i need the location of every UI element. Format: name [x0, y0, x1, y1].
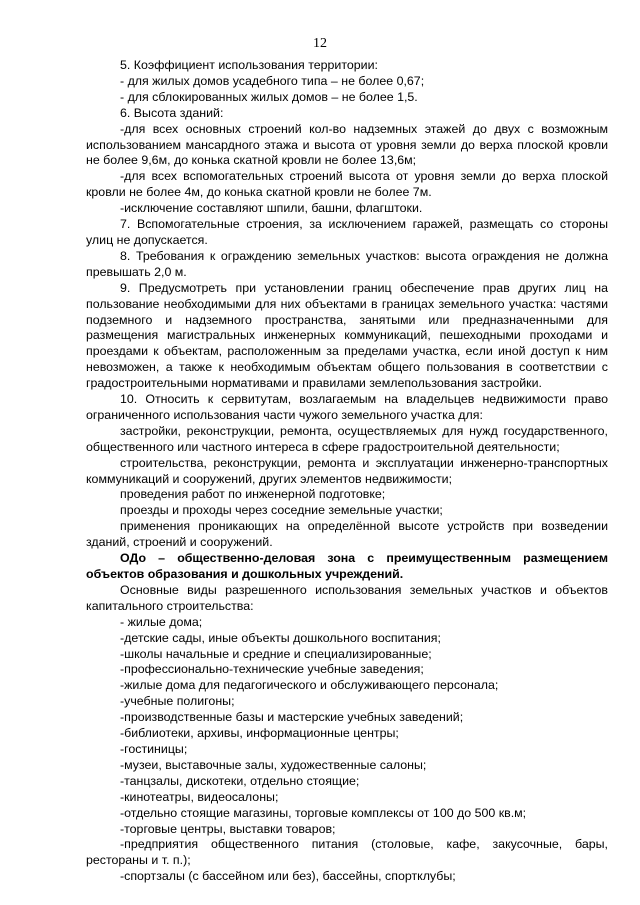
paragraph: -гостиницы;: [120, 741, 188, 756]
paragraph: - для жилых домов усадебного типа – не более 0,67;: [120, 73, 425, 88]
paragraph: -учебные полигоны;: [120, 694, 235, 709]
paragraph: применения проникающих на определённой высоте устройств при возведении зданий, строений и сооружений.: [86, 519, 608, 550]
paragraph: 5. Коэффициент использования территории:: [120, 58, 378, 72]
paragraph: -библиотеки, архивы, информационные центры;: [120, 726, 399, 741]
paragraph: проезды и проходы через соседние земельные участки;: [120, 503, 443, 518]
paragraph: -жилые дома для педагогического и обслуживающего персонала;: [120, 678, 499, 693]
paragraph: -кинотеатры, видеосалоны;: [120, 789, 279, 804]
paragraph: Основные виды разрешенного использования земельных участков и объектов капитального строительства:: [86, 582, 608, 613]
paragraph: -отдельно стоящие магазины, торговые комплексы от 100 до 500 кв.м;: [120, 805, 527, 820]
paragraph: 10. Относить к сервитутам, возлагаемым на владельцев недвижимости право ограниченного использования части чужого земельного участка для:: [86, 392, 608, 422]
paragraph: - для сблокированных жилых домов – не более 1,5.: [120, 89, 418, 104]
paragraph: -производственные базы и мастерские учебных заведений;: [120, 710, 464, 725]
paragraph: -для всех основных строений кол-во надземных этажей до двух с возможным использованием мансардного этажа и высота от уровня земли до верха плоской кровли не более 9,6м, до конька скатной кровли не более 13,6м;: [86, 121, 608, 168]
paragraph: строительства, реконструкции, ремонта и эксплуатации инженерно-транспортных коммуникаций и сооружений, других элементов недвижимости;: [86, 455, 608, 486]
paragraph: 7. Вспомогательные строения, за исключением гаражей, размещать со стороны улиц не допускается.: [86, 217, 608, 247]
paragraph: - жилые дома;: [120, 614, 203, 629]
paragraph: -исключение составляют шпили, башни, флагштоки.: [120, 201, 423, 216]
paragraph: -для всех вспомогательных строений высота от уровня земли до верха плоской кровли не более 4м, до конька скатной кровли не более 7м.: [86, 169, 608, 200]
paragraph: -музеи, выставочные залы, художественные салоны;: [120, 757, 427, 772]
page-number: 12: [313, 36, 327, 51]
section-heading: ОДо – общественно-деловая зона с преимущественным размещением объектов образования и дошкольных учреждений.: [86, 551, 608, 581]
paragraph: -спортзалы (с бассейном или без), бассейны, спортклубы;: [120, 869, 456, 884]
document-body: [86, 58, 608, 885]
paragraph: -профессионально-технические учебные заведения;: [120, 662, 424, 677]
paragraph: -предприятия общественного питания (столовые, кафе, закусочные, бары, рестораны и т. п.);: [86, 837, 608, 868]
paragraph: 9. Предусмотреть при установлении границ обеспечение прав других лиц на пользование необходимыми для них объектами в границах земельного участка: частями подземного и надземного пространства, занятыми или предназначенными для размещения магистральных инженерных коммуникаций, пешеходными проходами и проездами к объектам, расположенным за пределами участка, если иной доступ к ним невозможен, а также к необходимым объектам общего пользования в соответствии с градостроительными нормативами и правилами землепользования застройки.: [86, 280, 608, 391]
paragraph: застройки, реконструкции, ремонта, осуществляемых для нужд государственного, общественного или частного интереса в сфере градостроительной деятельности;: [86, 423, 608, 454]
paragraph: -торговые центры, выставки товаров;: [120, 821, 336, 836]
paragraph: проведения работ по инженерной подготовке;: [120, 487, 386, 502]
paragraph: -школы начальные и средние и специализированные;: [120, 646, 432, 661]
paragraph: -детские сады, иные объекты дошкольного воспитания;: [120, 630, 441, 645]
paragraph: 8. Требования к ограждению земельных участков: высота ограждения не должна превышать 2,0 м.: [86, 248, 608, 279]
paragraph: -танцзалы, дискотеки, отдельно стоящие;: [120, 773, 360, 788]
paragraph: 6. Высота зданий:: [120, 105, 224, 120]
